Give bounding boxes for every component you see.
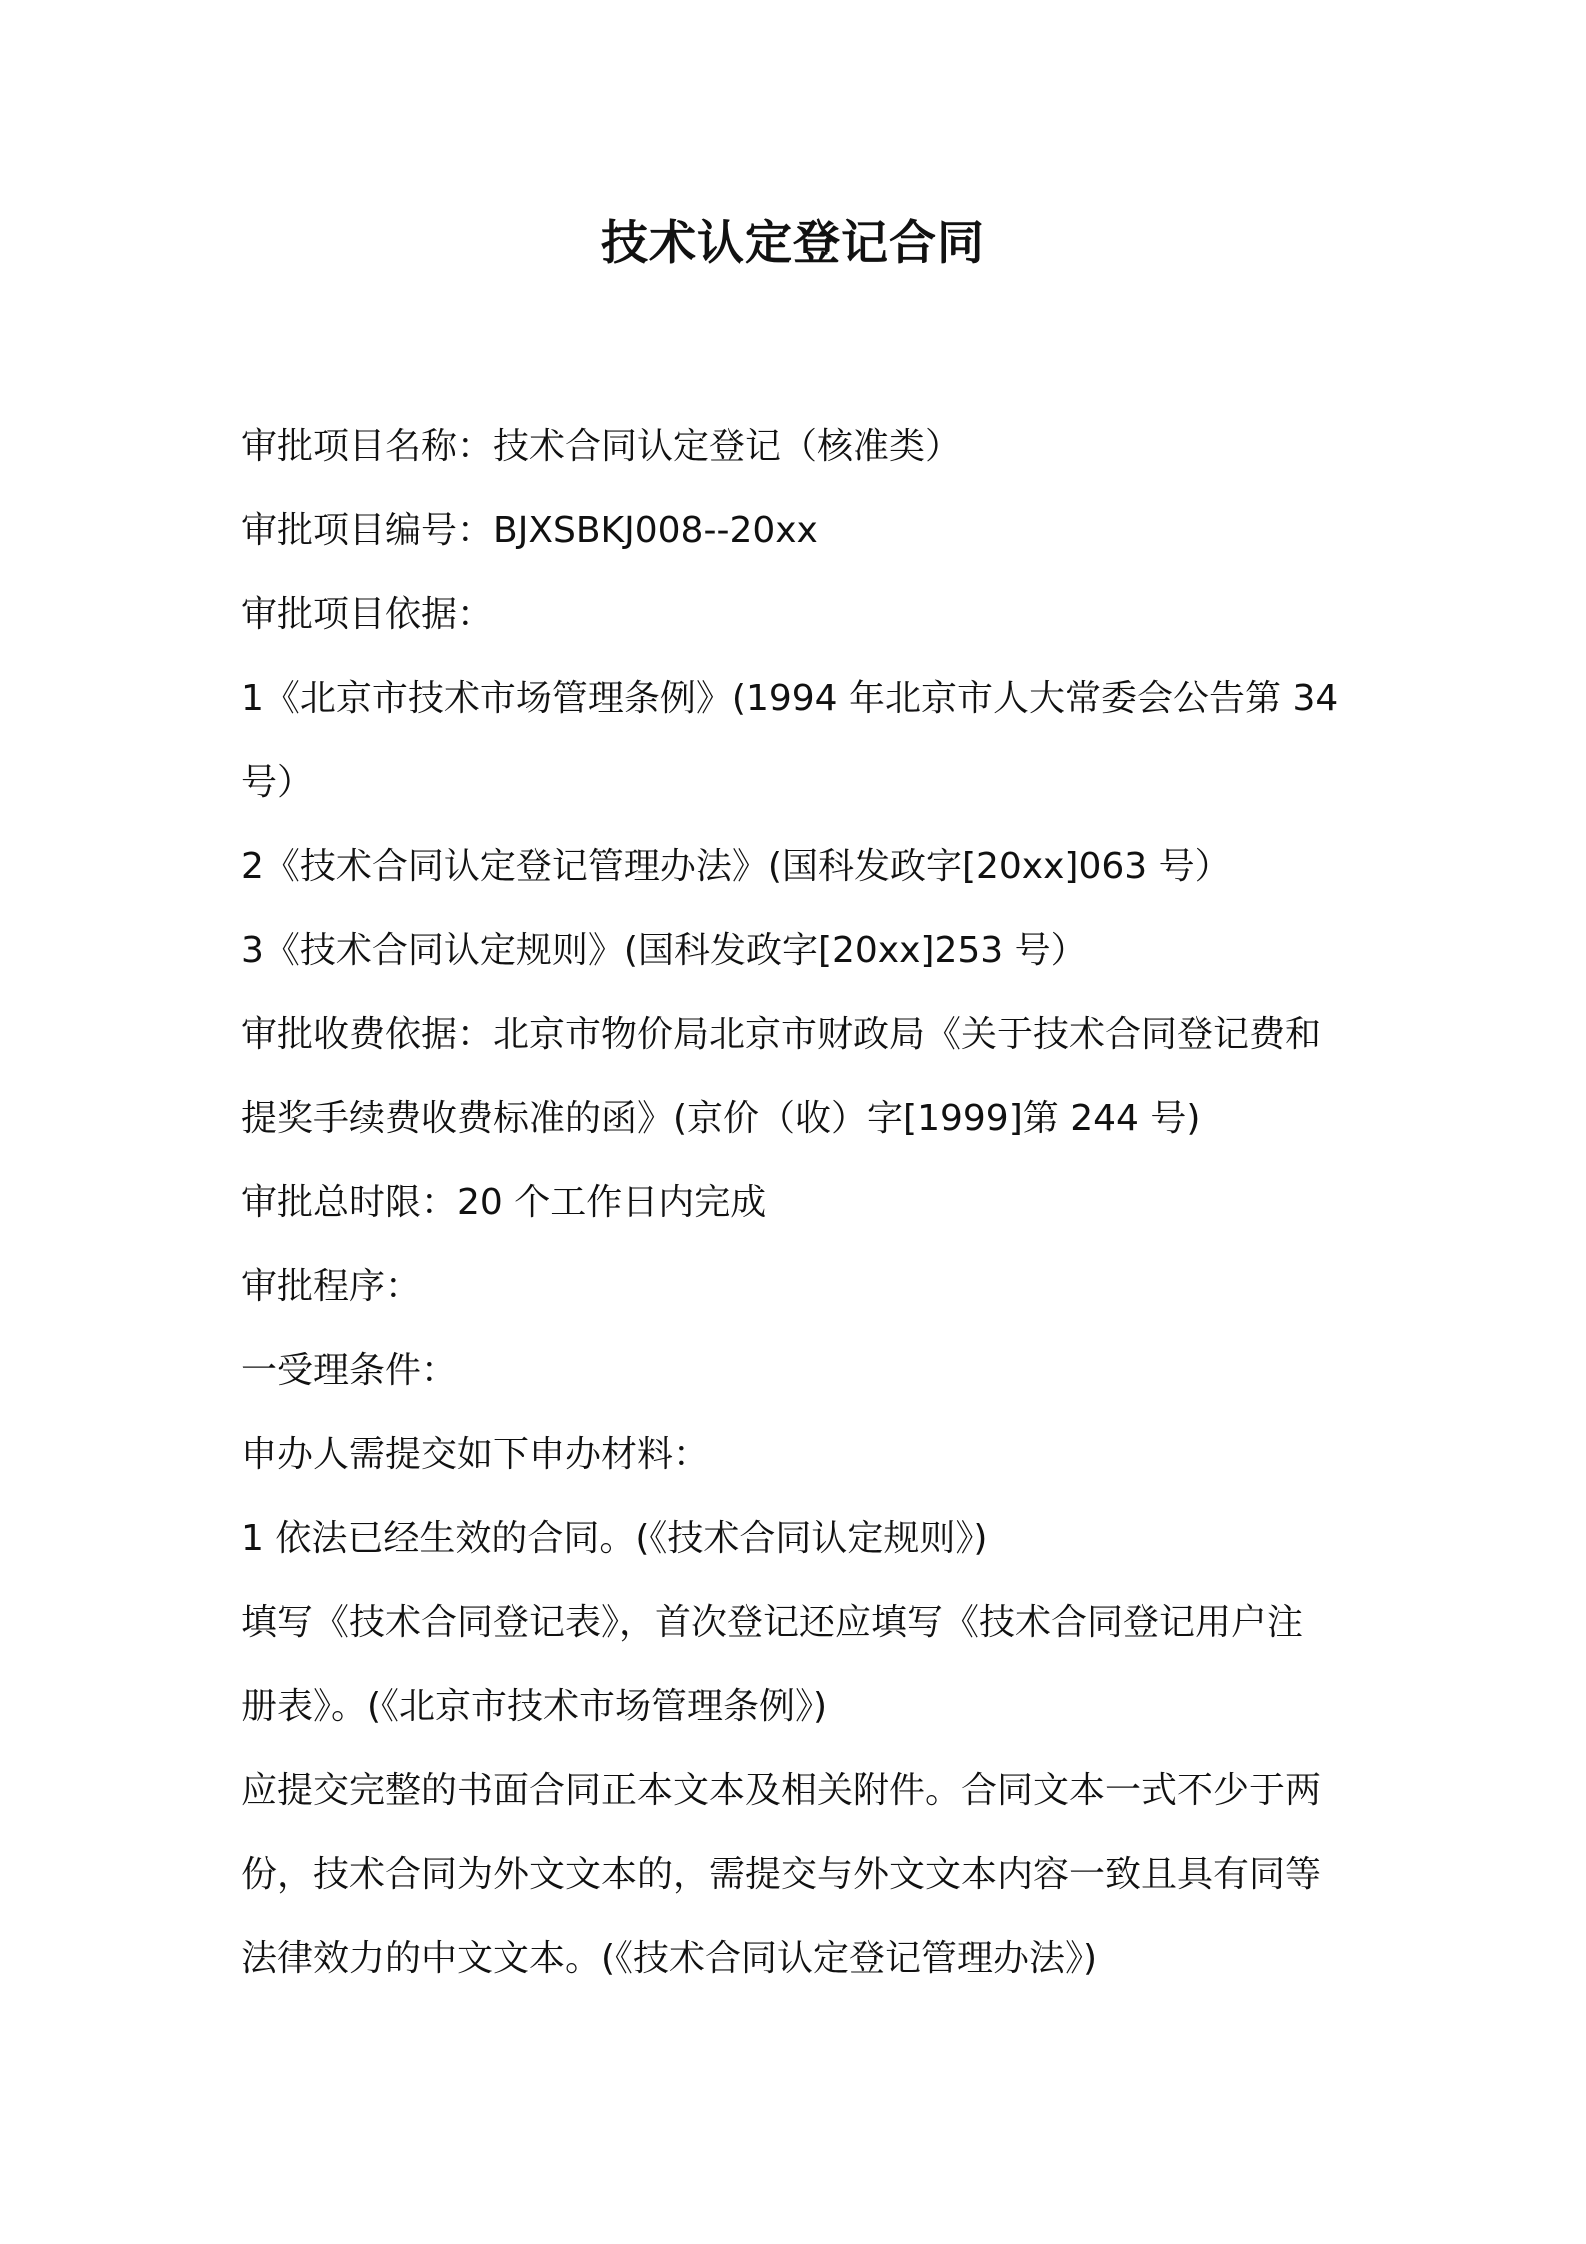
document-title: 技术认定登记合同 xyxy=(601,216,985,271)
document-body xyxy=(241,405,1359,2001)
basis-item-2: 2《技术合同认定登记管理办法》(国科发政字[20xx]063 号） xyxy=(241,846,1231,887)
basis-item-1-continued: 号） xyxy=(241,762,314,803)
material-item-1: 1 依法已经生效的合同。(《技术合同认定规则》) xyxy=(241,1518,988,1559)
fee-basis: 审批收费依据：北京市物价局北京市财政局《关于技术合同登记费和 xyxy=(241,1014,1322,1055)
time-limit: 审批总时限：20 个工作日内完成 xyxy=(241,1182,767,1223)
material-contract-text-continued-1: 份，技术合同为外文文本的，需提交与外文文本内容一致且具有同等 xyxy=(241,1854,1322,1895)
basis-item-1: 1《北京市技术市场管理条例》(1994 年北京市人大常委会公告第 34 xyxy=(241,678,1339,719)
acceptance-conditions-heading: 一受理条件： xyxy=(241,1350,458,1391)
approval-basis-heading: 审批项目依据： xyxy=(241,594,494,635)
fee-basis-continued: 提奖手续费收费标准的函》(京价（收）字[1999]第 244 号) xyxy=(241,1098,1201,1139)
approval-item-number: 审批项目编号：BJXSBKJ008--20xx xyxy=(241,510,818,551)
procedure-heading: 审批程序： xyxy=(241,1266,422,1307)
material-contract-text: 应提交完整的书面合同正本文本及相关附件。合同文本一式不少于两 xyxy=(241,1770,1322,1811)
basis-item-3: 3《技术合同认定规则》(国科发政字[20xx]253 号） xyxy=(241,930,1087,971)
materials-intro: 申办人需提交如下申办材料： xyxy=(241,1434,710,1475)
material-registration-form-continued: 册表》。(《北京市技术市场管理条例》) xyxy=(241,1686,828,1727)
material-registration-form: 填写《技术合同登记表》，首次登记还应填写《技术合同登记用户注 xyxy=(241,1602,1304,1643)
approval-item-name: 审批项目名称：技术合同认定登记（核准类） xyxy=(241,426,962,467)
material-contract-text-continued-2: 法律效力的中文文本。(《技术合同认定登记管理办法》) xyxy=(241,1938,1098,1979)
